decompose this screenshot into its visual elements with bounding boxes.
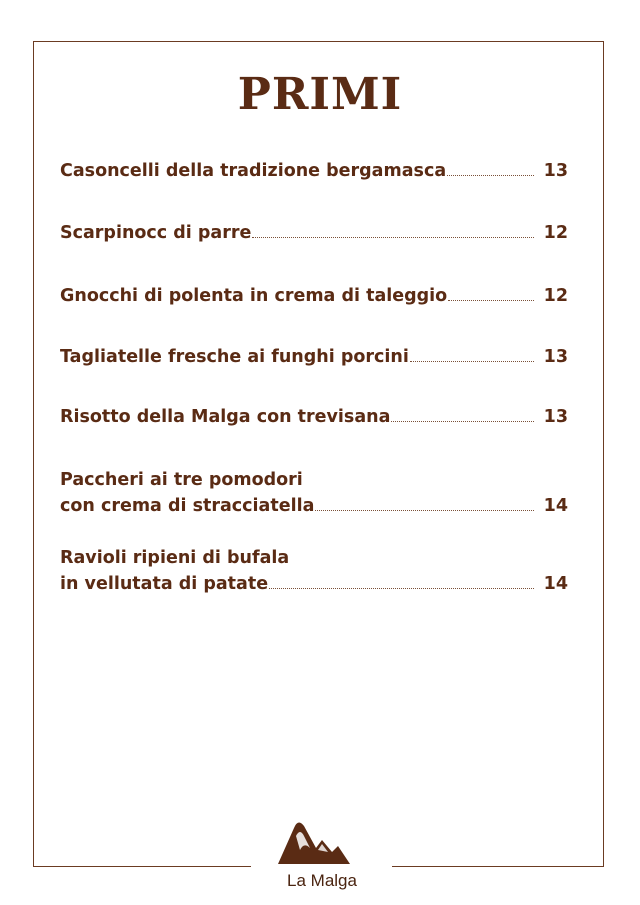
- frame-right: [603, 41, 604, 867]
- menu-item-name: Paccheri ai tre pomodori: [60, 470, 303, 490]
- menu-item: [60, 283, 568, 309]
- dot-leader: [447, 175, 534, 176]
- menu-item-price: 13: [543, 407, 568, 427]
- brand-name: La Malga: [287, 871, 357, 890]
- dot-leader: [391, 421, 533, 422]
- dot-leader: [448, 300, 533, 301]
- frame-left: [33, 41, 34, 867]
- dot-leader: [410, 361, 534, 362]
- menu-item: [60, 220, 568, 246]
- menu-item-price: 14: [543, 574, 568, 594]
- menu-item: [60, 467, 568, 519]
- menu-item-name: Ravioli ripieni di bufala: [60, 548, 290, 568]
- page-title: PRIMI: [237, 69, 403, 120]
- menu-item-price: 12: [543, 286, 568, 306]
- menu-item-name-continued: con crema di stracciatella: [60, 496, 315, 516]
- menu-item-price: 13: [543, 347, 568, 367]
- menu-item-price: 12: [543, 223, 568, 243]
- frame-top: [33, 41, 603, 42]
- menu-item-name: Casoncelli della tradizione bergamasca: [60, 161, 447, 181]
- menu-item-name: Scarpinocc di parre: [60, 223, 252, 243]
- menu-item: [60, 344, 568, 370]
- dot-leader: [269, 588, 534, 589]
- menu-item-name: Tagliatelle fresche ai funghi porcini: [60, 347, 409, 367]
- menu-item-name-continued: in vellutata di patate: [60, 574, 269, 594]
- frame-bottom-right: [392, 866, 604, 867]
- menu-item: [60, 404, 568, 430]
- menu-item-name: Risotto della Malga con trevisana: [60, 407, 391, 427]
- menu-item-name: Gnocchi di polenta in crema di taleggio: [60, 286, 448, 306]
- menu-item: [60, 545, 568, 597]
- menu-item: [60, 158, 568, 184]
- menu-item-price: 14: [543, 496, 568, 516]
- dot-leader: [252, 237, 533, 238]
- menu-item-price: 13: [543, 161, 568, 181]
- frame-bottom-left: [33, 866, 251, 867]
- dot-leader: [315, 510, 533, 511]
